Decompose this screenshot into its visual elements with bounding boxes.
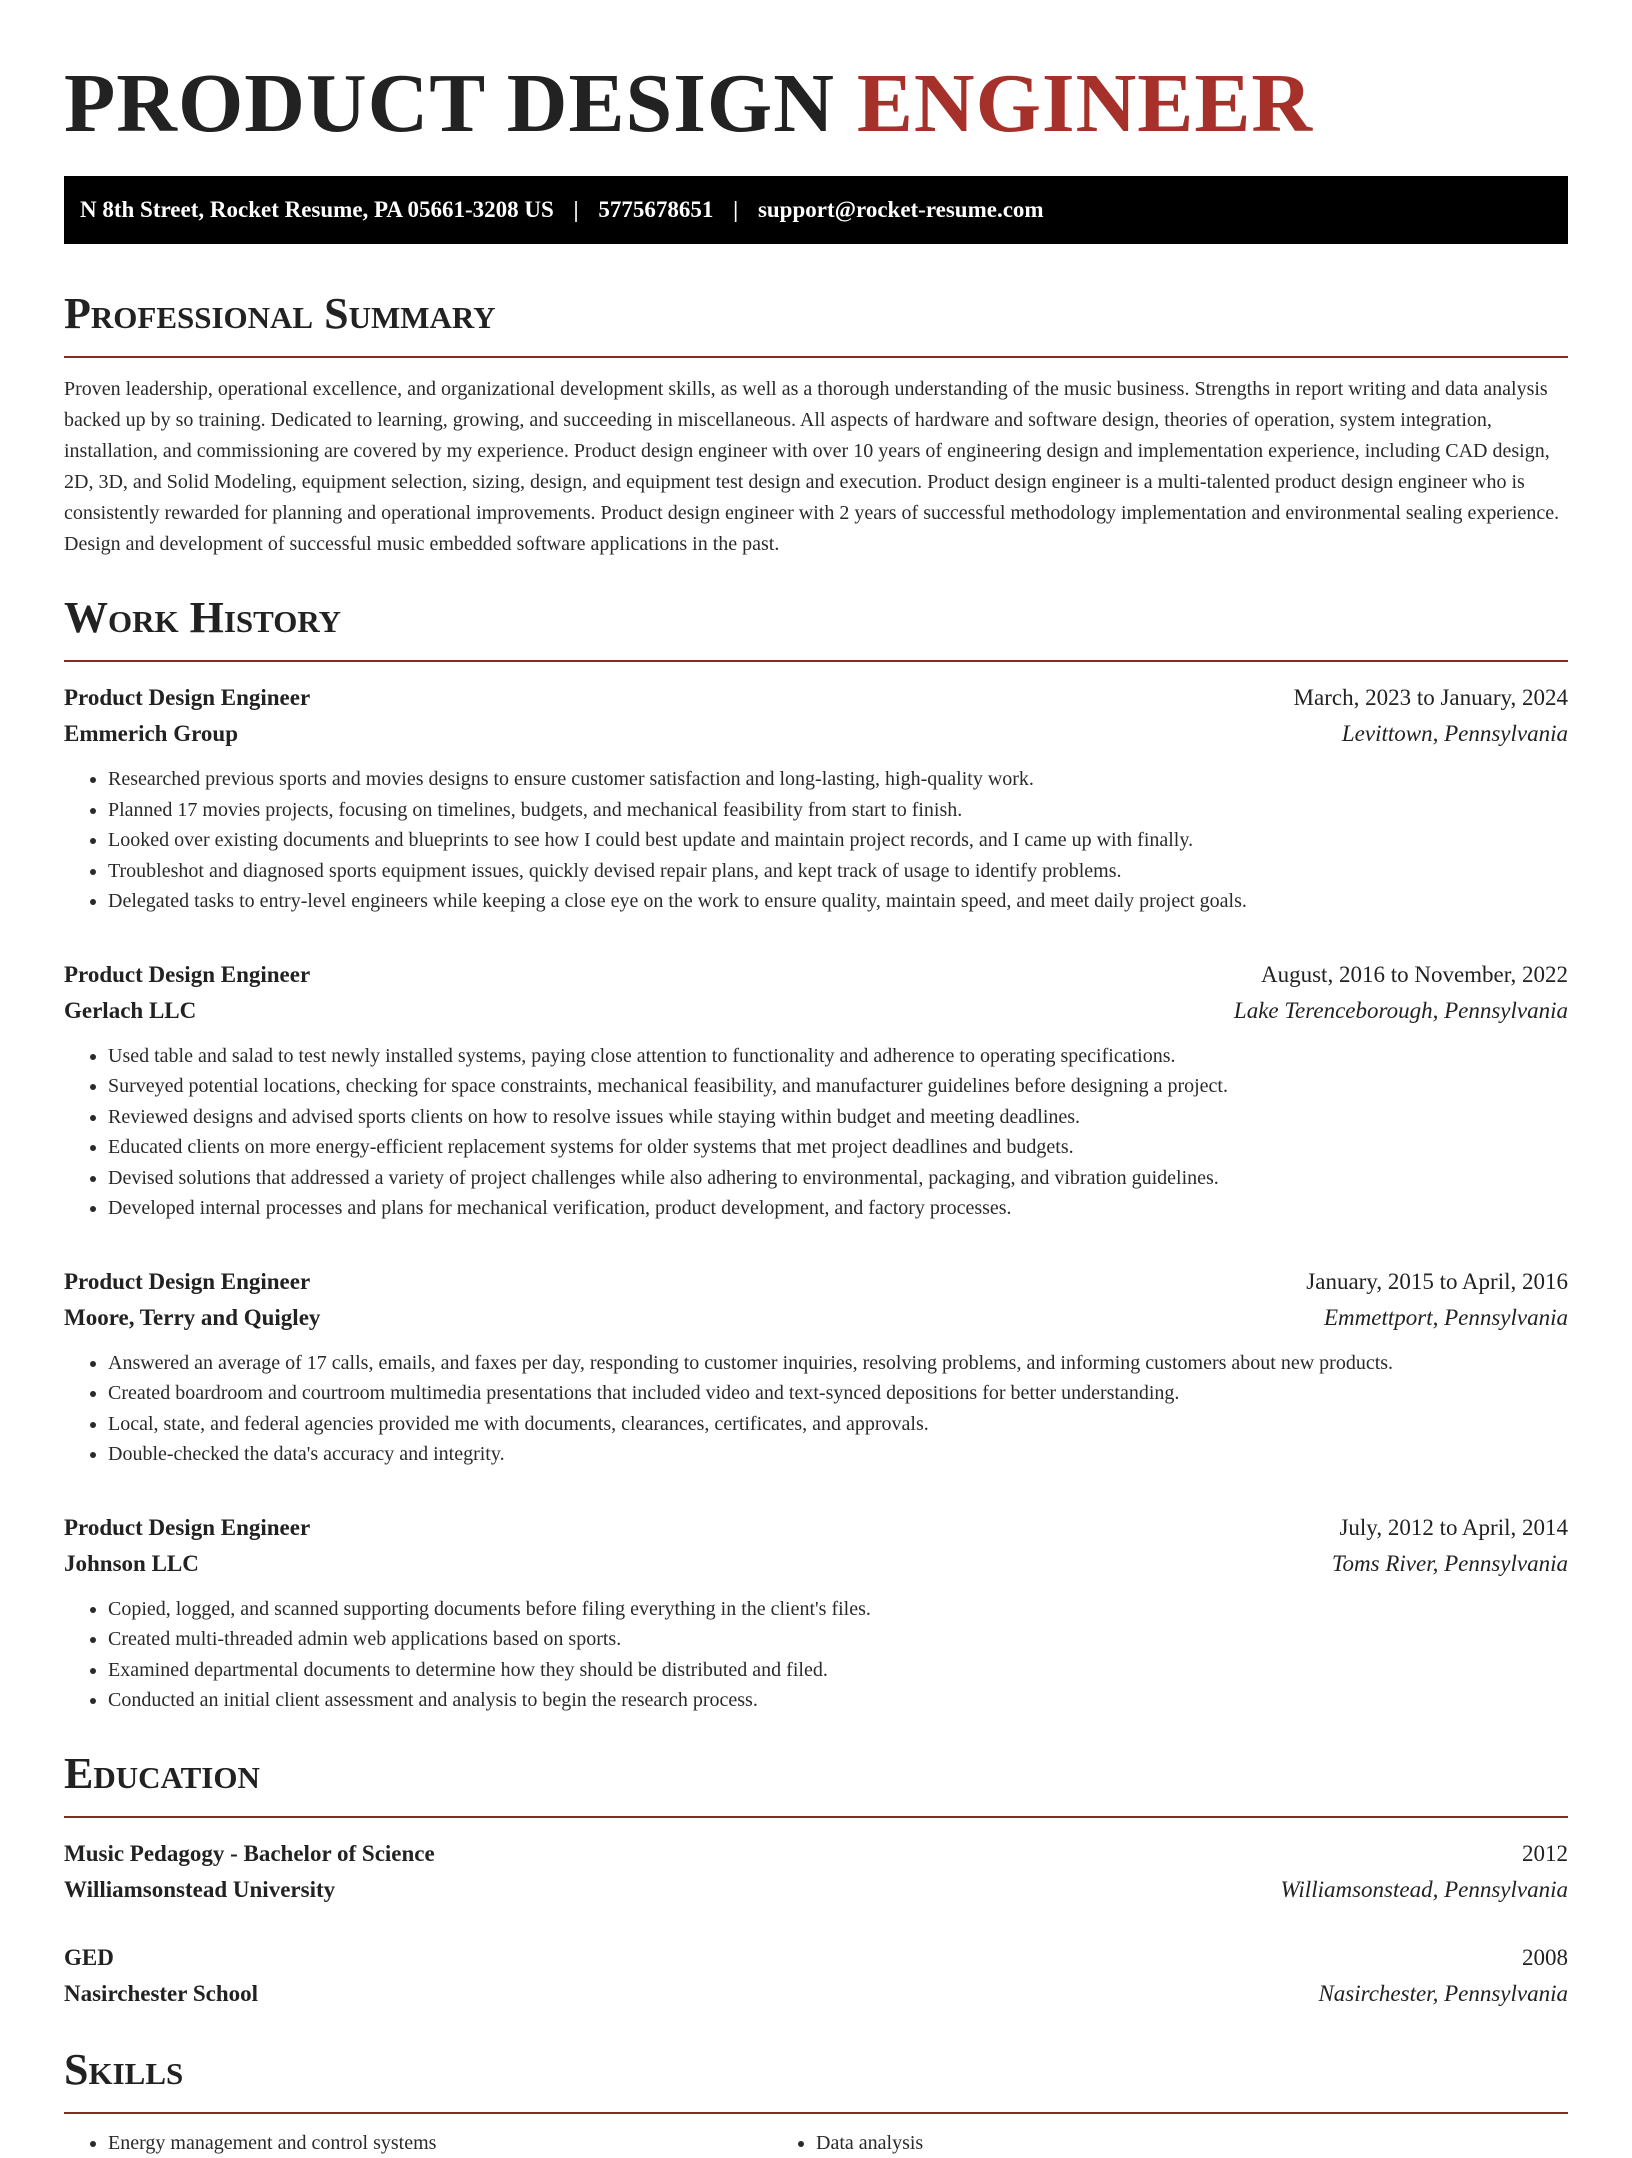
- job-title: Product Design Engineer: [64, 1268, 311, 1294]
- list-item: • Created boardroom and courtroom multimedia presentations that included video and text-synced depositions for better understanding.: [108, 1378, 1568, 1409]
- skills-columns: [64, 2128, 1568, 2158]
- list-item: • Developed internal processes and plans for mechanical verification, product development, and factory processes.: [108, 1193, 1568, 1224]
- list-item: • Troubleshot and diagnosed sports equipment issues, quickly devised repair plans, and kept track of usage to identify problems.: [108, 856, 1568, 887]
- list-item: • Reviewed designs and advised sports clients on how to resolve issues while staying within budget and meeting deadlines.: [108, 1102, 1568, 1133]
- job-header-row: [64, 1510, 1568, 1546]
- job-title: Product Design Engineer: [64, 1514, 311, 1540]
- job-entry: [64, 1264, 1568, 1470]
- job-header-row: [64, 957, 1568, 993]
- contact-phone: 5775678651: [598, 197, 714, 222]
- job-company-row: [64, 1300, 1568, 1336]
- resume-title: [64, 0, 1568, 152]
- list-item: • Planned 17 movies projects, focusing on timelines, budgets, and mechanical feasibility from start to finish.: [108, 795, 1568, 826]
- education-school: Nasirchester School: [64, 1980, 258, 2006]
- job-entry: [64, 957, 1568, 1224]
- skill-item: • Energy management and control systems: [108, 2128, 772, 2158]
- list-item: • Educated clients on more energy-efficient replacement systems for older systems that met project deadlines and budgets.: [108, 1132, 1568, 1163]
- education-location: Nasirchester, Pennsylvania: [1318, 1980, 1568, 2006]
- job-company: Emmerich Group: [64, 721, 238, 746]
- education-entry: [64, 1836, 1568, 1908]
- job-bullets: [64, 1594, 1568, 1716]
- list-item: • Created multi-threaded admin web applications based on sports.: [108, 1624, 1568, 1655]
- list-item: • Used table and salad to test newly installed systems, paying close attention to functionality and adherence to operating specifications.: [108, 1041, 1568, 1072]
- section-heading: Professional Summary: [64, 286, 1568, 358]
- contact-address: N 8th Street, Rocket Resume, PA 05661-3208 US: [80, 197, 554, 222]
- resume-page: [64, 0, 1568, 2158]
- job-bullets: [64, 1348, 1568, 1470]
- education-degree: Music Pedagogy - Bachelor of Science: [64, 1840, 435, 1866]
- contact-email[interactable]: support@rocket-resume.com: [757, 197, 1044, 222]
- education-year: 2008: [1522, 1944, 1568, 1970]
- contact-separator: |: [733, 197, 739, 222]
- education-school-row: [64, 1976, 1568, 2012]
- job-location: Emmettport, Pennsylvania: [1323, 1304, 1568, 1330]
- job-location: Toms River, Pennsylvania: [1331, 1550, 1568, 1576]
- list-item: • Surveyed potential locations, checking for space constraints, mechanical feasibility, and manufacturer guidelines before designing a project.: [108, 1071, 1568, 1102]
- section-heading: Work History: [64, 590, 1568, 662]
- job-dates: July, 2012 to April, 2014: [1339, 1514, 1568, 1540]
- job-location: Lake Terenceborough, Pennsylvania: [1233, 997, 1568, 1023]
- list-item: • Copied, logged, and scanned supporting documents before filing everything in the client's files.: [108, 1594, 1568, 1625]
- education-degree-row: [64, 1836, 1568, 1872]
- education-entry: [64, 1940, 1568, 2012]
- job-header-row: [64, 680, 1568, 716]
- job-entry: [64, 680, 1568, 917]
- education-year: 2012: [1522, 1840, 1568, 1866]
- work-history-section: [64, 590, 1568, 1716]
- job-dates: January, 2015 to April, 2016: [1306, 1268, 1568, 1294]
- list-item: • Conducted an initial client assessment and analysis to begin the research process.: [108, 1685, 1568, 1716]
- job-company-row: [64, 993, 1568, 1029]
- list-item: • Answered an average of 17 calls, emails, and faxes per day, responding to customer inquiries, resolving problems, and informing customers about new products.: [108, 1348, 1568, 1379]
- contact-bar: [64, 176, 1568, 244]
- title-main: PRODUCT DESIGN: [64, 57, 857, 150]
- list-item: • Researched previous sports and movies designs to ensure customer satisfaction and long-lasting, high-quality work.: [108, 764, 1568, 795]
- summary-text: Proven leadership, operational excellence, and organizational development skills, as well as a thorough understanding of the music business. Strengths in report writing and data analysis backed up by so training. Dedicated to learning, growing, and succeeding in miscellaneous. All aspects of hardware and software design, theories of operation, system integration, installation, and commissioning are covered by my experience. Product design engineer with over 10 years of engineering design and implementation experience, including CAD design, 2D, 3D, and Solid Modeling, equipment selection, sizing, design, and equipment test design and execution. Product design engineer is a multi-talented product design engineer who is consistently rewarded for planning and operational improvements. Product design engineer with 2 years of successful methodology implementation and environmental sealing experience. Design and development of successful music embedded software applications in the past.: [64, 378, 1560, 555]
- job-bullets: [64, 764, 1568, 917]
- education-section: [64, 1746, 1568, 2012]
- job-company-row: [64, 716, 1568, 752]
- list-item: • Local, state, and federal agencies provided me with documents, clearances, certificates, and approvals.: [108, 1409, 1568, 1440]
- job-title: Product Design Engineer: [64, 961, 311, 987]
- job-dates: March, 2023 to January, 2024: [1293, 685, 1568, 710]
- job-entry: [64, 1510, 1568, 1716]
- contact-separator: |: [573, 197, 579, 222]
- list-item: • Looked over existing documents and blueprints to see how I could best update and maintain project records, and I came up with finally.: [108, 825, 1568, 856]
- skills-list-right: [772, 2128, 1480, 2158]
- section-heading: Education: [64, 1746, 1568, 1818]
- job-location: Levittown, Pennsylvania: [1341, 721, 1568, 746]
- skills-list-left: [64, 2128, 772, 2158]
- skills-section: [64, 2042, 1568, 2158]
- skill-item: • Data analysis: [816, 2128, 1480, 2158]
- list-item: • Double-checked the data's accuracy and integrity.: [108, 1439, 1568, 1470]
- job-company: Moore, Terry and Quigley: [64, 1304, 321, 1330]
- job-company: Johnson LLC: [64, 1550, 199, 1576]
- job-title: Product Design Engineer: [64, 685, 311, 710]
- job-bullets: [64, 1041, 1568, 1224]
- list-item: • Examined departmental documents to determine how they should be distributed and filed.: [108, 1655, 1568, 1686]
- list-item: • Devised solutions that addressed a variety of project challenges while also adhering to environmental, packaging, and vibration guidelines.: [108, 1163, 1568, 1194]
- section-heading: Skills: [64, 2042, 1568, 2114]
- job-header-row: [64, 1264, 1568, 1300]
- education-school-row: [64, 1872, 1568, 1908]
- list-item: • Delegated tasks to entry-level engineers while keeping a close eye on the work to ensure quality, maintain speed, and meet daily project goals.: [108, 886, 1568, 917]
- education-degree-row: [64, 1940, 1568, 1976]
- education-degree: GED: [64, 1944, 114, 1970]
- professional-summary-section: [64, 286, 1568, 560]
- education-school: Williamsonstead University: [64, 1876, 336, 1902]
- job-company-row: [64, 1546, 1568, 1582]
- job-company: Gerlach LLC: [64, 997, 197, 1023]
- education-location: Williamsonstead, Pennsylvania: [1280, 1876, 1568, 1902]
- job-dates: August, 2016 to November, 2022: [1261, 961, 1568, 987]
- title-accent: ENGINEER: [856, 57, 1314, 150]
